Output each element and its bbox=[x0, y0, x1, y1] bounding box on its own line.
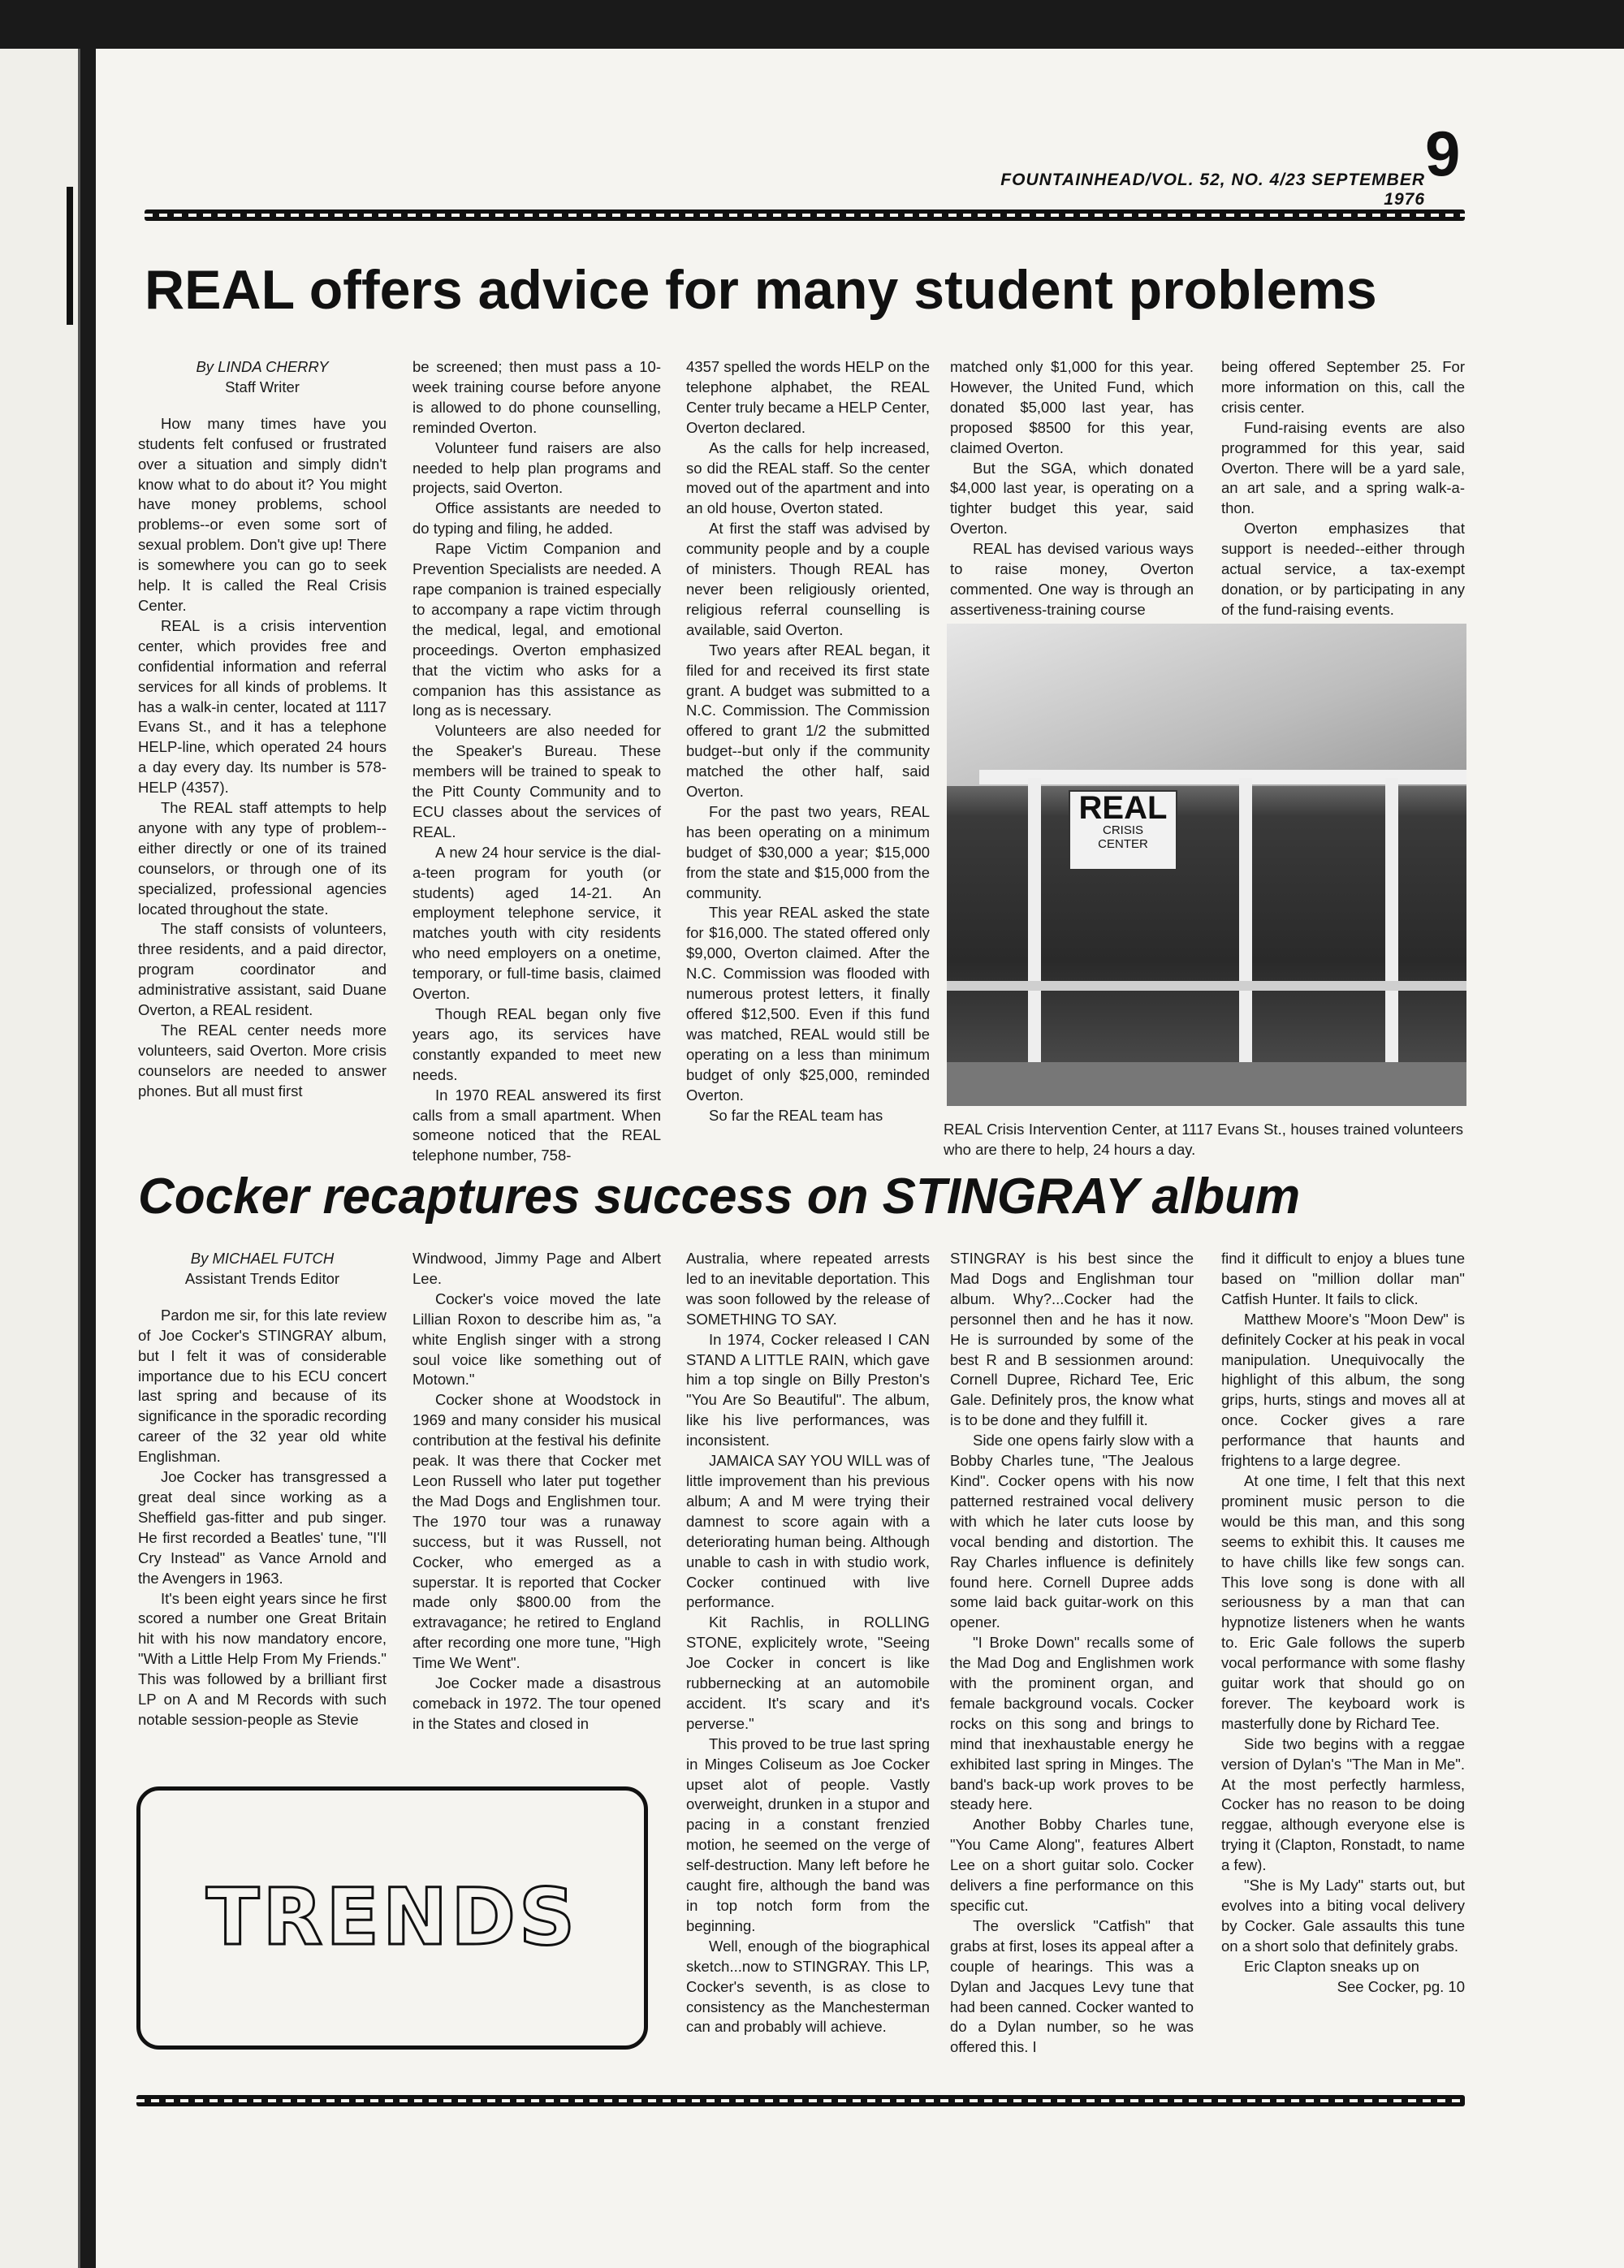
paragraph: Fund-raising events are also programmed for this year, said Overton. There will be a yard sale, an art sale, and a spring walk-a-thon. bbox=[1221, 418, 1465, 517]
paragraph: Side two begins with a reggae version of Dylan's "The Man in Me". At the most perfectly harmless, Cocker has no reason to be doing reggae, although everyone else is trying it (Clapton, Ronstadt, to name a few). bbox=[1221, 1734, 1465, 1874]
article2-byline bbox=[138, 1249, 387, 1290]
article1-byline-title: Staff Writer bbox=[225, 378, 300, 395]
crisis-center-photo bbox=[947, 624, 1466, 1106]
paragraph: This year REAL asked the state for $16,000. The stated offered only $9,000, Overton claimed. After the N.C. Commission was flooded with numerous protest letters, it finally offered $12,500. Even if this fund was matched, REAL would still be operating on a less than minimum budget of only $25,000, reminded Overton. bbox=[686, 904, 930, 1104]
paragraph: This proved to be true last spring in Minges Coliseum as Joe Cocker upset alot of people. Vastly overweight, drunken in a stupor and pacing in a constant frenzied motion, he seemed on the verge of self-destruction. Many left before he caught fire, although the band was in top notch form from the beginning. bbox=[686, 1734, 930, 1934]
paragraph: Another Bobby Charles tune, "You Came Along", features Albert Lee on a short guitar solo. Cocker delivers a fine performance on this specific cut. bbox=[950, 1816, 1194, 1914]
paragraph: Volunteer fund raisers are also needed to help plan programs and projects, said Overton. bbox=[412, 438, 661, 497]
paragraph: The staff consists of volunteers, three residents, and a paid director, program coordinator and administrative assistant, said Duane Overton, a REAL resident. bbox=[138, 920, 387, 1019]
photo-porch-post bbox=[1239, 778, 1252, 1106]
paragraph: The overslick "Catfish" that grabs at first, loses its appeal after a couple of hearings. This was a Dylan and Jacques Levy tune that had been canned. Cocker wanted to do a Dylan number, so he was offered this. I bbox=[950, 1916, 1194, 2056]
article1-column-3 bbox=[686, 357, 930, 1125]
photo-real-sign bbox=[1069, 790, 1177, 870]
adjacent-page-mark bbox=[67, 187, 73, 325]
paragraph: But the SGA, which donated $4,000 last year, is operating on a tighter budget this year, said Overton. bbox=[950, 459, 1194, 538]
paragraph: Kit Rachlis, in ROLLING STONE, explicitely wrote, "Seeing Joe Cocker in concert is like rubbernecking at an automobile accident. It's scary and it's perverse." bbox=[686, 1614, 930, 1732]
paragraph: REAL has devised various ways to raise money, Overton commented. One way is through an assertiveness-training course bbox=[950, 540, 1194, 618]
paragraph: In 1974, Cocker released I CAN STAND A LITTLE RAIN, which gave him a top single on Billy Preston's "You Are So Beautiful". The album, like his live performances, was inconsistent. bbox=[686, 1330, 930, 1449]
sign-text-real: REAL bbox=[1078, 790, 1168, 826]
photo-porch-post bbox=[1385, 778, 1398, 1106]
paragraph: JAMAICA SAY YOU WILL was of little improvement than his previous album; A and M were trying their damnest to score again with a deteriorating human being. Although unable to cash in with studio work, Cocker continued with live performance. bbox=[686, 1452, 930, 1611]
paragraph: REAL is a crisis intervention center, which provides free and confidential information and referral services for all kinds of problems. It has a walk-in center, located at 1117 Evans St., and it has a telephone HELP-line, which operated 24 hours a day every day. Its number is 578-HELP (4357). bbox=[138, 616, 387, 797]
article1-column-4 bbox=[950, 357, 1194, 620]
article1-column-5 bbox=[1221, 357, 1465, 620]
photo-porch-rail bbox=[947, 981, 1466, 991]
paragraph: Australia, where repeated arrests led to an inevitable deportation. This was soon followed by the release of SOMETHING TO SAY. bbox=[686, 1250, 930, 1328]
folio-line: FOUNTAINHEAD/VOL. 52, NO. 4/23 SEPTEMBER 1976 bbox=[1000, 171, 1425, 209]
trends-logo: TRENDS bbox=[205, 1872, 579, 1963]
paragraph: find it difficult to enjoy a blues tune based on "million dollar man" Catfish Hunter. It fails to click. bbox=[1221, 1250, 1465, 1307]
article2-byline-title: Assistant Trends Editor bbox=[184, 1269, 340, 1287]
paragraph: "I Broke Down" recalls some of the Mad Dog and Englishmen work with the prominent organ, and female background vocals. Cocker rocks on this song and brings to mind that inexhaustable energy he exhibited last spring in Minges. The band's back-up work proves to be steady here. bbox=[950, 1634, 1194, 1813]
article2-column-5 bbox=[1221, 1249, 1465, 1998]
paragraph: Side one opens fairly slow with a Bobby Charles tune, "The Jealous Kind". Cocker opens with his now patterned restrained vocal delivery with which he later cuts loose by vocal bending and distortion. The Ray Charles influence is definitely found here. Cornell Dupree adds some laid back guitar-work on this opener. bbox=[950, 1432, 1194, 1631]
paragraph: Pardon me sir, for this late review of Joe Cocker's STINGRAY album, but I felt it was of considerable importance due to his ECU concert last spring and because of its significance in the sporadic recording career of the 32 year old white Englishman. bbox=[138, 1306, 387, 1466]
paragraph: A new 24 hour service is the dial-a-teen program for youth (or students) aged 14-21. An employment telephone service, it matches youth with city residents who need employers on a onetime, temporary, or full-time basis, claimed Overton. bbox=[412, 843, 661, 1003]
paragraph: So far the REAL team has bbox=[709, 1106, 883, 1124]
photo-porch-step bbox=[947, 1062, 1466, 1106]
bottom-rule bbox=[136, 2095, 1465, 2106]
paragraph: 4357 spelled the words HELP on the telephone alphabet, the REAL Center truly became a HELP Center, Overton declared. bbox=[686, 358, 930, 436]
photo-porch-post bbox=[1028, 778, 1041, 1106]
top-rule bbox=[145, 210, 1465, 221]
paragraph: Rape Victim Companion and Prevention Specialists are needed. A rape companion is trained especially to accompany a rape victim through the medical, legal, and emotional proceedings. Overton emphasized that the victim who asks for a companion has this assistance as long as is necessary. bbox=[412, 540, 661, 719]
paragraph: Matthew Moore's "Moon Dew" is definitely Cocker at his peak in vocal manipulation. Unequivocally the highlight of this album, the song grips, hurts, stings and moves all at once. Cocker gives a rare performance that haunts and frightens to a large degree. bbox=[1221, 1310, 1465, 1470]
paragraph: STINGRAY is his best since the Mad Dogs and Englishman tour album. Why?...Cocker had the personnel then and he has it now. He is surrounded by some of the best R and B sessionmen around: Cornell Dupree, Richard Tee, Eric Gale. Definitely pros, the know what is to be done and they fulfill it. bbox=[950, 1250, 1194, 1429]
photo-roof bbox=[947, 624, 1466, 786]
article2-column-3 bbox=[686, 1249, 930, 2037]
article2-byline-name: By MICHAEL FUTCH bbox=[190, 1250, 335, 1267]
paragraph: Volunteers are also needed for the Speaker's Bureau. These members will be trained to speak to the Pitt County Community and to ECU classes about the services of REAL. bbox=[412, 722, 661, 840]
paragraph: Well, enough of the biographical sketch...now to STINGRAY. This LP, Cocker's seventh, is as close to consistency as the Manchesterman can and probably will achieve. bbox=[686, 1937, 930, 2036]
paragraph: matched only $1,000 for this year. However, the United Fund, which donated $5,000 last year, has proposed $8500 for this year, claimed Overton. bbox=[950, 358, 1194, 456]
article2-column-4 bbox=[950, 1249, 1194, 2058]
continued-on-page: See Cocker, pg. 10 bbox=[1337, 1977, 1465, 1995]
paragraph: The REAL center needs more volunteers, said Overton. More crisis counselors are needed to answer phones. But all must first bbox=[138, 1022, 387, 1099]
article2-column-1 bbox=[138, 1249, 387, 1730]
paragraph: being offered September 25. For more information on this, call the crisis center. bbox=[1221, 358, 1465, 416]
sign-text-crisis: CRISIS bbox=[1102, 823, 1143, 837]
article2-column-2 bbox=[412, 1249, 661, 1734]
paragraph: Joe Cocker has transgressed a great deal since working as a Sheffield gas-fitter and pub singer. He first recorded a Beatles' tune, "I'll Cry Instead" as Vance Arnold and the Avengers in 1963. bbox=[138, 1468, 387, 1587]
article1-column-1 bbox=[138, 357, 387, 1102]
paragraph: The REAL staff attempts to help anyone with any type of problem--either directly or one of its trained counselors, or through one of its specialized, professional agencies located throughout the state. bbox=[138, 799, 387, 918]
paragraph: Windwood, Jimmy Page and Albert Lee. bbox=[412, 1250, 661, 1287]
paragraph: Two years after REAL began, it filed for and received its first state grant. A budget was submitted to a N.C. Commission. The Commission offered to grant 1/2 the submitted budget--but only if the community matched the other half, said Overton. bbox=[686, 641, 930, 801]
paragraph: Cocker's voice moved the late Lillian Roxon to describe him as, "a white English singer with a strong soul voice like something out of Motown." bbox=[412, 1290, 661, 1389]
paragraph: Eric Clapton sneaks up on bbox=[1244, 1957, 1419, 1975]
adjacent-page-edge bbox=[0, 49, 80, 2268]
trends-section-box bbox=[136, 1786, 648, 2050]
paragraph: Office assistants are needed to do typing and filing, he added. bbox=[412, 499, 661, 538]
article1-byline bbox=[138, 357, 387, 398]
article1-headline: REAL offers advice for many student problems bbox=[145, 259, 1377, 321]
paragraph: "She is My Lady" starts out, but evolves into a biting vocal delivery by Cocker. Gale assaults this tune on a short solo that definitely grabs. bbox=[1221, 1877, 1465, 1955]
paragraph: Overton emphasizes that support is needed--either through actual service, a tax-exempt donation, or by participating in any of the fund-raising events. bbox=[1221, 520, 1465, 618]
page-number: 9 bbox=[1425, 118, 1461, 189]
article2-headline: Cocker recaptures success on STINGRAY album bbox=[138, 1169, 1301, 1225]
article1-column-2 bbox=[412, 357, 661, 1166]
sign-text-center: CENTER bbox=[1098, 836, 1148, 851]
paragraph: How many times have you students felt confused or frustrated over a situation and simply didn't know what to do about it? You might have money problems, school problems--or even some sort of sexual problem. Don't give up! There is somewhere you can go to seek help. It is called the Real Crisis Center. bbox=[138, 414, 387, 614]
paragraph: In 1970 REAL answered its first calls from a small apartment. When someone noticed that the REAL telephone number, 758- bbox=[412, 1086, 661, 1164]
paragraph: For the past two years, REAL has been operating on a minimum budget of $30,000 a year; $15,000 from the state and $15,000 from the community. bbox=[686, 802, 930, 901]
paragraph: It's been eight years since he first scored a number one Great Britain hit with his now mandatory encore, "With a Little Help From My Friends." This was followed by a brilliant first LP on A and M Records with such notable session-people as Stevie bbox=[138, 1589, 387, 1728]
paragraph: At first the staff was advised by community people and by a couple of ministers. Though REAL has never been religiously oriented, religious referral counselling is available, said Overton. bbox=[686, 520, 930, 638]
paragraph: Cocker shone at Woodstock in 1969 and many consider his musical contribution at the festival his definite peak. It was there that Cocker met Leon Russell who later put together the Mad Dogs and Englishmen tour. The 1970 tour was a runaway success, but it was Russell, not Cocker, who emerged as a superstar. It is reported that Cocker made only $800.00 from the extravagance; he retired to England after recording one more tune, "High Time We Went". bbox=[412, 1391, 661, 1672]
paragraph: At one time, I felt that this next prominent music person to die would be this man, and this song seems to exhibit this. It causes me to have chills like few songs can. This love song is done with all seriousness by a man that can hypnotize listeners when he wants to. Eric Gale follows the superb vocal performance with some flashy guitar work that should go on forever. The keyboard work is masterfully done by Richard Tee. bbox=[1221, 1471, 1465, 1732]
paragraph: Though REAL began only five years ago, its services have constantly expanded to meet new needs. bbox=[412, 1005, 661, 1083]
paragraph: As the calls for help increased, so did the REAL staff. So the center moved out of the apartment and into an old house, Overton stated. bbox=[686, 438, 930, 517]
photo-caption: REAL Crisis Intervention Center, at 1117 Evans St., houses trained volunteers who are there to help, 24 hours a day. bbox=[944, 1121, 1463, 1158]
paragraph: be screened; then must pass a 10-week training course before anyone is allowed to do phone counselling, reminded Overton. bbox=[412, 358, 661, 436]
paragraph: Joe Cocker made a disastrous comeback in 1972. The tour opened in the States and closed in bbox=[412, 1674, 661, 1732]
article1-byline-name: By LINDA CHERRY bbox=[196, 358, 329, 375]
